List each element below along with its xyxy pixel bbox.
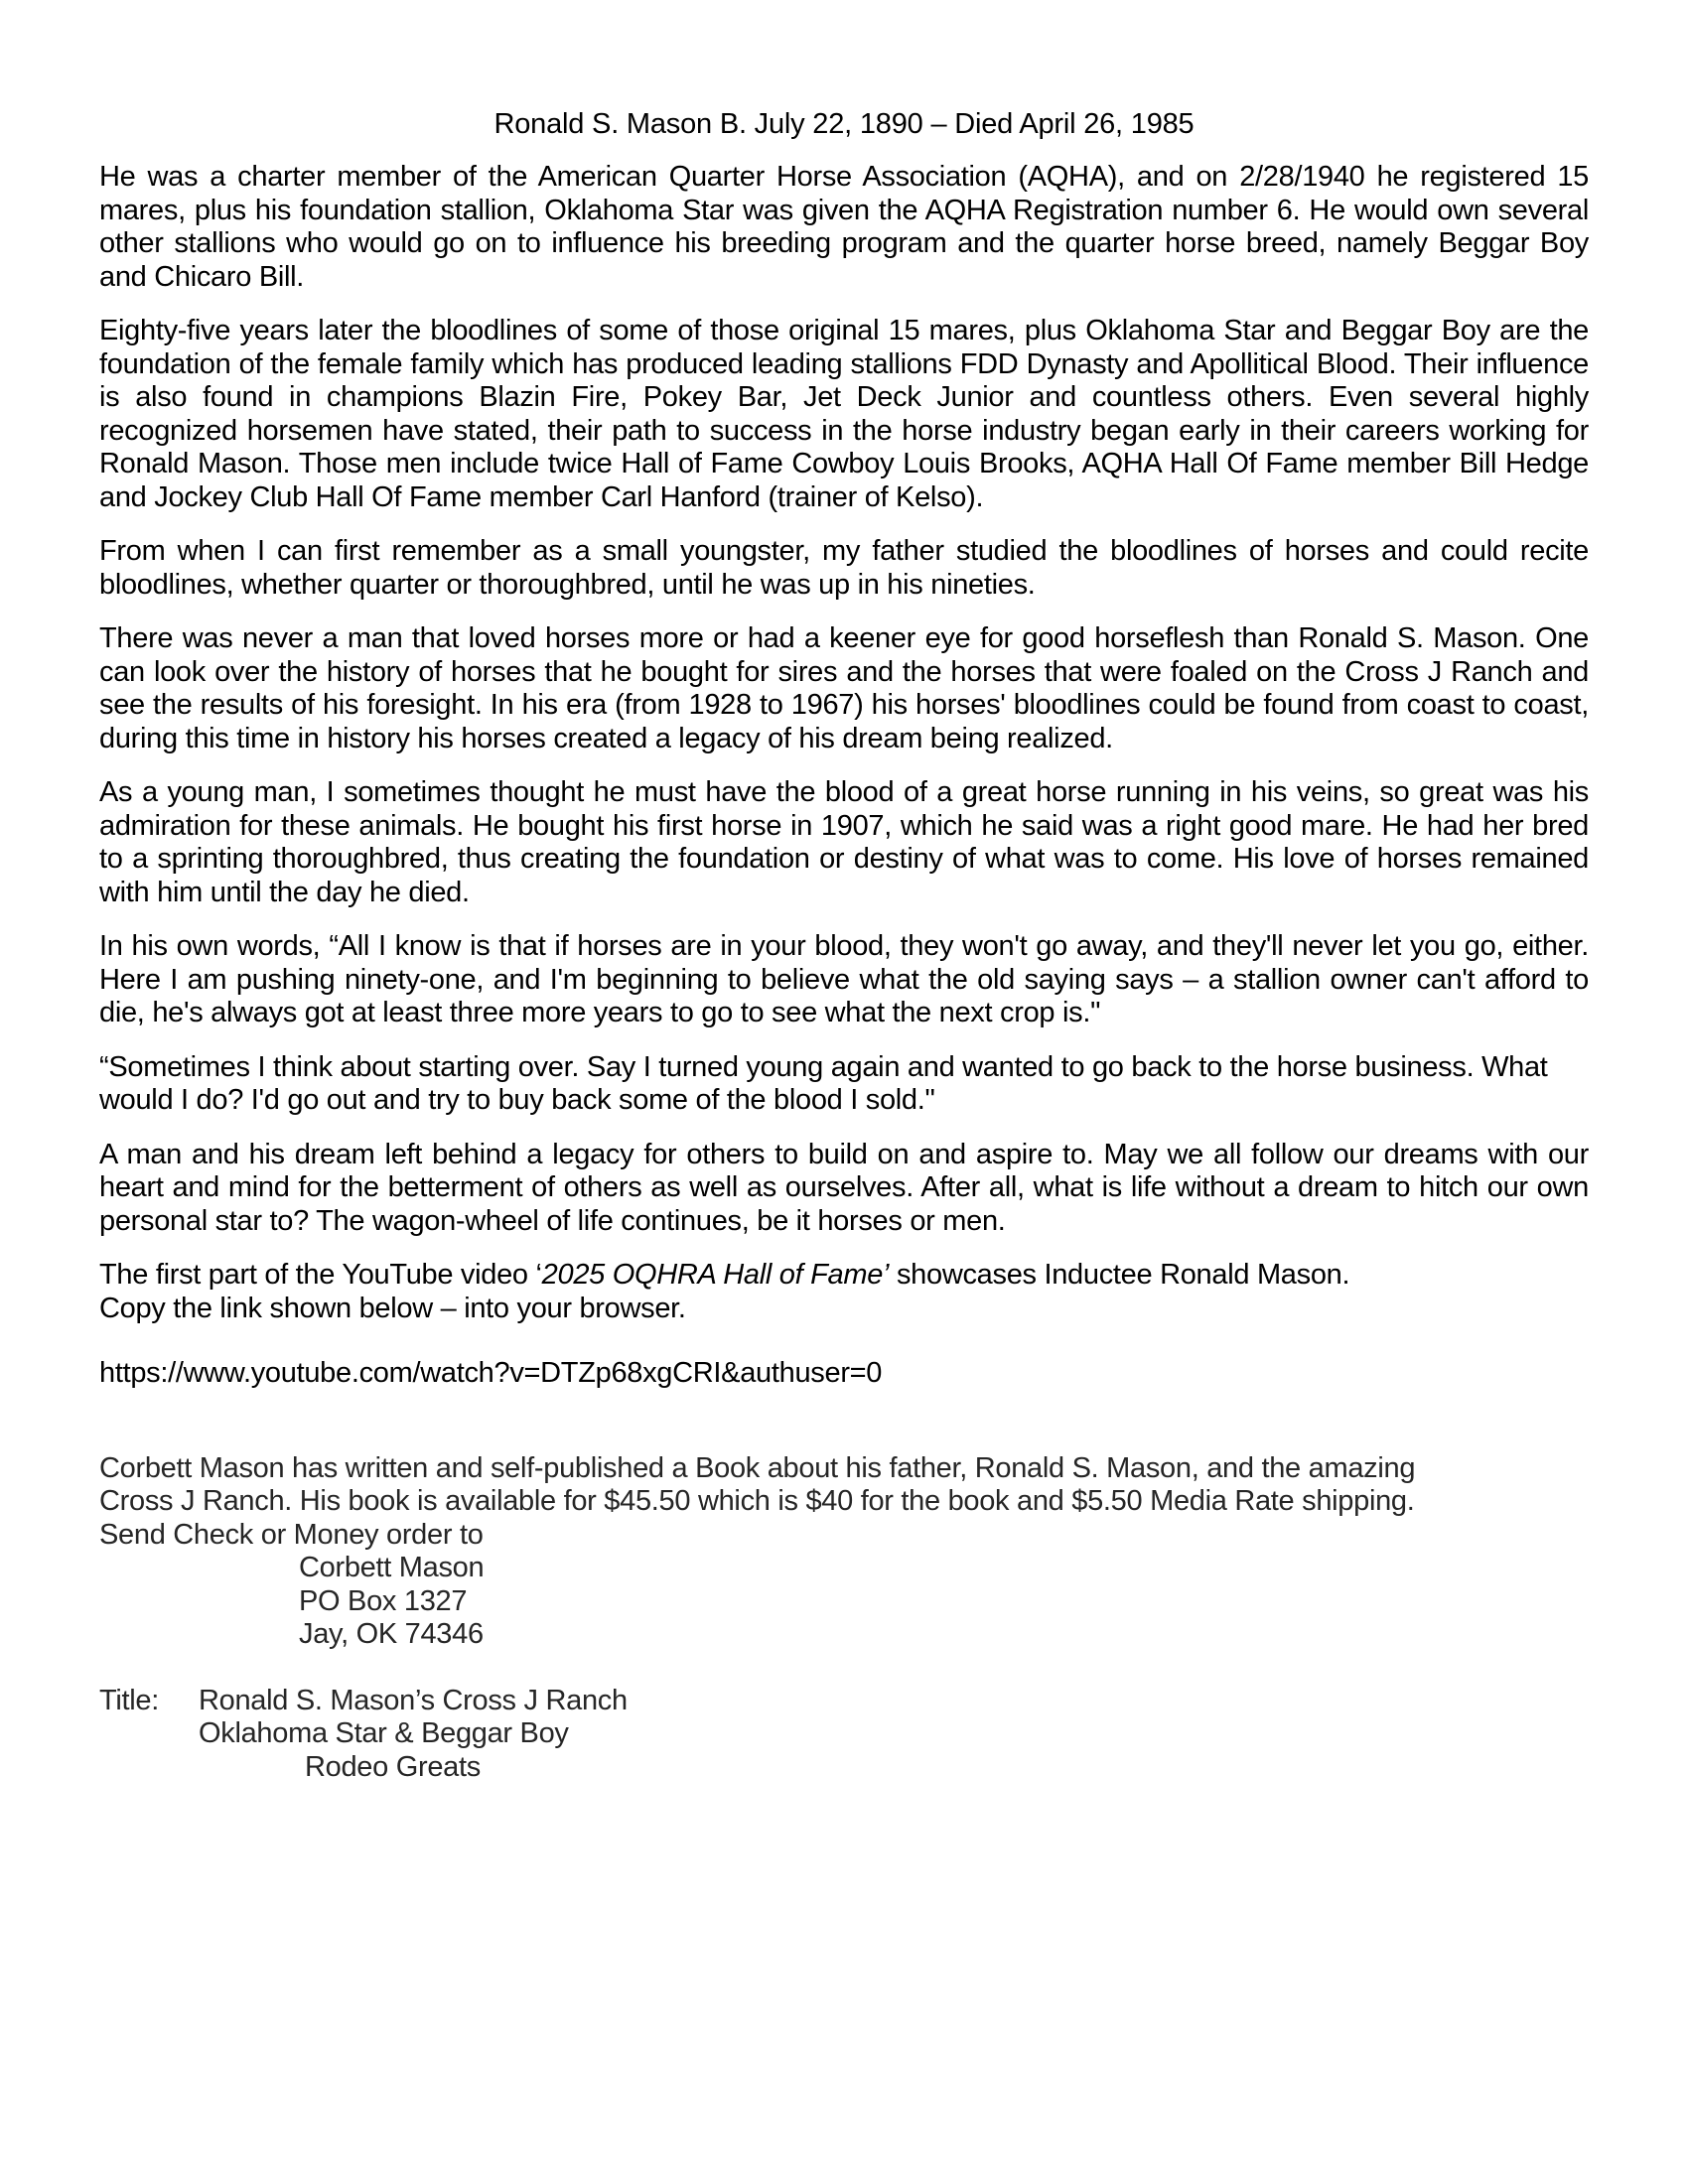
document-heading: Ronald S. Mason B. July 22, 1890 – Died April 26, 1985 — [493, 108, 1195, 140]
paragraph-keen-eye: There was never a man that loved horses more or had a keener eye for good horseflesh than Ronald S. Mason. One can look over the history of horses that he bought for sires and the horses that were foaled on the Cross J Ranch and see the results of his foresight. In his era (from 1928 to 1967) his horses' bloodlines could be found from coast to coast, during this time in history his horses created a legacy of his dream being realized. — [99, 622, 1589, 754]
paragraph-starting-over-quote: “Sometimes I think about starting over. Say I turned young again and wanted to go back to the horse business. What would I do? I'd go out and try to buy back some of the blood I sold." — [99, 1050, 1548, 1116]
book-title-1: Ronald S. Mason’s Cross J Ranch — [199, 1684, 628, 1716]
video-reference — [99, 1259, 1589, 1325]
mailing-address — [299, 1552, 1589, 1652]
paragraph-own-words-quote: In his own words, “All I know is that if horses are in your blood, they won't go away, and they'll never let you go, either. Here I am pushing ninety-one, and I'm beginning to believe what the old saying says – a stallion owner can't afford to die, he's always got at least three more years to go to see what the next crop is." — [99, 930, 1589, 1028]
video-intro-suffix: showcases Inductee Ronald Mason. — [889, 1259, 1350, 1291]
video-intro-line — [99, 1259, 1589, 1293]
book-title-2: Oklahoma Star & Beggar Boy — [199, 1717, 569, 1749]
book-description-line-1: Corbett Mason has written and self-published a Book about his father, Ronald S. Mason, and the amazing — [99, 1451, 1416, 1484]
paragraph-bloodlines-legacy: Eighty-five years later the bloodlines of some of those original 15 mares, plus Oklahoma Star and Beggar Boy are the foundation of the female family which has produced leading stallions FDD Dynasty and Apollitical Blood. Their influence is also found in champions Blazin Fire, Pokey Bar, Jet Deck Junior and countless others. Even several highly recognized horsemen have stated, their path to success in the horse industry began early in their careers working for Ronald Mason. Those men include twice Hall of Fame Cowboy Louis Brooks, AQHA Hall Of Fame member Bill Hedge and Jockey Club Hall Of Fame member Carl Hanford (trainer of Kelso). — [99, 315, 1589, 513]
book-title-3: Rodeo Greats — [305, 1750, 481, 1783]
book-order-section — [99, 1452, 1589, 1785]
title-list — [199, 1685, 628, 1785]
youtube-link[interactable]: https://www.youtube.com/watch?v=DTZp68xgCRI&authuser=0 — [99, 1357, 883, 1389]
paragraph-dream-legacy: A man and his dream left behind a legacy for others to build on and aspire to. May we all follow our dreams with our heart and mind for the betterment of others as well as ourselves. After all, what is life without a dream to hitch our own personal star to? The wagon-wheel of life continues, be it horses or men. — [99, 1138, 1589, 1237]
video-intro-prefix: The first part of the YouTube video ‘ — [99, 1259, 542, 1291]
paragraph-young-man: As a young man, I sometimes thought he must have the blood of a great horse running in his veins, so great was his admiration for these animals. He bought his first horse in 1907, which he said was a right good mare. He had her bred to a sprinting thoroughbred, thus creating the foundation or destiny of what was to come. His love of horses remained with him until the day he died. — [99, 776, 1589, 908]
address-city-state-zip: Jay, OK 74346 — [299, 1618, 484, 1650]
video-title: 2025 OQHRA Hall of Fame’ — [541, 1259, 890, 1291]
paragraph-charter-member: He was a charter member of the American Quarter Horse Association (AQHA), and on 2/28/1940 he registered 15 mares, plus his foundation stallion, Oklahoma Star was given the AQHA Registration number 6. He would own several other stallions who would go on to influence his breeding program and the quarter horse breed, namely Beggar Boy and Chicaro Bill. — [99, 161, 1589, 293]
paragraph-childhood-memory: From when I can first remember as a small youngster, my father studied the bloodlines of horses and could recite bloodlines, whether quarter or thoroughbred, until he was up in his nineties. — [99, 535, 1589, 601]
title-label: Title: — [99, 1684, 159, 1716]
book-titles — [99, 1685, 1589, 1785]
address-name: Corbett Mason — [299, 1552, 485, 1583]
book-description-line-2: Cross J Ranch. His book is available for $45.50 which is $40 for the book and $5.50 Media Rate shipping. — [99, 1485, 1415, 1517]
document-page — [99, 107, 1589, 1784]
video-instruction-line: Copy the link shown below – into your browser. — [99, 1292, 686, 1324]
address-po-box: PO Box 1327 — [299, 1584, 468, 1617]
book-order-instruction: Send Check or Money order to — [99, 1518, 484, 1551]
